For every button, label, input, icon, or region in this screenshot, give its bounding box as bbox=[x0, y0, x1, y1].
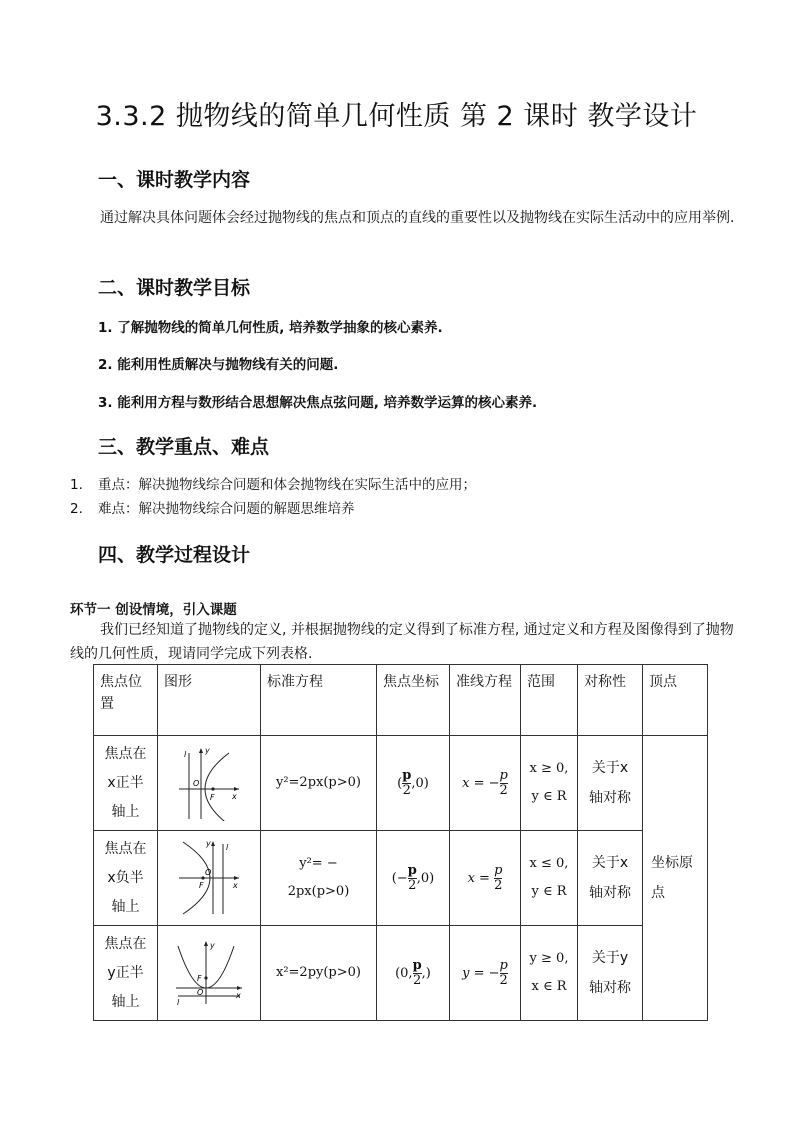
graph-label: l bbox=[184, 750, 187, 759]
graph-label: y bbox=[210, 941, 215, 950]
equation-line: 2px(p>0) bbox=[287, 884, 350, 899]
symmetry-line: 轴对称 bbox=[589, 885, 631, 901]
graph-label: y bbox=[205, 746, 210, 755]
range-line: x ≥ 0, bbox=[529, 761, 569, 776]
keypoint-text: 重点：解决抛物线综合问题和体会抛物线在实际生活中的应用； bbox=[98, 477, 476, 493]
case-line: 焦点在 bbox=[104, 840, 147, 857]
section-heading-goals: 二、课时教学目标 bbox=[98, 277, 251, 299]
graph-cell bbox=[158, 736, 261, 831]
math-text: ,0) bbox=[411, 775, 429, 791]
fraction-den: 2 bbox=[412, 972, 422, 988]
document-title: 3.3.2 抛物线的简单几何性质 第 2 课时 教学设计 bbox=[95, 101, 698, 132]
focus-coord-cell bbox=[377, 926, 450, 1021]
fraction bbox=[402, 769, 411, 798]
focus-position-cell bbox=[94, 926, 158, 1021]
content-paragraph: 通过解决具体问题体会经过抛物线的焦点和顶点的直线的重要性以及抛物线在实际生活动中的应用举例. bbox=[100, 210, 735, 226]
table-row bbox=[94, 926, 708, 1021]
range-line: y ∈ R bbox=[531, 884, 567, 899]
fraction bbox=[408, 864, 417, 893]
step-paragraph: 我们已经知道了抛物线的定义, 并根据抛物线的定义得到了标准方程, 通过定义和方程及图像得到了抛物线的几何性质，现请同学完成下列表格. bbox=[70, 622, 734, 662]
section-heading-keypoints: 三、教学重点、难点 bbox=[98, 436, 270, 458]
equation-cell bbox=[261, 736, 377, 831]
math-text: y = − bbox=[462, 965, 500, 981]
parabola-graph-left bbox=[177, 840, 241, 916]
graph-label: l bbox=[226, 843, 229, 852]
fraction-den: 2 bbox=[494, 877, 503, 893]
fraction bbox=[494, 864, 502, 893]
section-heading-content: 一、课时教学内容 bbox=[98, 169, 251, 191]
fraction-num: p bbox=[407, 862, 417, 878]
focus-coord-cell bbox=[377, 831, 450, 926]
symmetry-line: 轴对称 bbox=[589, 790, 631, 806]
step-label: 环节一 创设情境，引入课题 bbox=[70, 602, 237, 618]
fraction bbox=[500, 959, 508, 988]
symmetry-line: 关于y bbox=[591, 950, 629, 966]
table-header-row bbox=[94, 665, 708, 736]
table-row bbox=[94, 736, 708, 831]
math-text: x = − bbox=[462, 775, 500, 791]
header-cell: 对称性 bbox=[578, 665, 643, 736]
case-line: 焦点在 bbox=[104, 745, 147, 762]
fraction-num: p bbox=[499, 767, 508, 783]
range-line: y ≥ 0, bbox=[529, 951, 569, 966]
graph-label: O bbox=[197, 988, 204, 997]
equation-cell bbox=[261, 831, 377, 926]
fraction-den: 2 bbox=[402, 782, 411, 798]
math-text: x = bbox=[467, 870, 495, 886]
table-row bbox=[94, 831, 708, 926]
fraction-den: 2 bbox=[499, 782, 508, 798]
graph-label: F bbox=[197, 974, 202, 983]
section-heading-process: 四、教学过程设计 bbox=[98, 544, 251, 566]
graph-label: x bbox=[233, 881, 238, 890]
parabola-graph-up bbox=[174, 940, 244, 1006]
fraction-den: 2 bbox=[499, 972, 508, 988]
fraction bbox=[413, 959, 422, 988]
focus-position-cell bbox=[94, 736, 158, 831]
graph-label: l bbox=[177, 998, 180, 1006]
header-cell: 焦点位置 bbox=[94, 665, 158, 736]
keypoint-number: 2. bbox=[70, 501, 83, 517]
keypoint-number: 1. bbox=[70, 477, 83, 493]
symmetry-cell bbox=[578, 831, 643, 926]
symmetry-cell bbox=[578, 736, 643, 831]
graph-label: F bbox=[210, 793, 215, 802]
keypoint-item bbox=[70, 473, 476, 493]
case-line: 轴上 bbox=[111, 803, 140, 820]
keypoint-text: 难点：解决抛物线综合问题的解题思维培养 bbox=[98, 501, 355, 517]
focus-position-cell bbox=[94, 831, 158, 926]
header-cell: 准线方程 bbox=[450, 665, 521, 736]
fraction-den: 2 bbox=[408, 877, 417, 893]
math-text: ,0) bbox=[416, 870, 435, 886]
equation-text: x²=2py(p>0) bbox=[275, 965, 361, 980]
equation-text: y²=2px(p>0) bbox=[275, 775, 361, 790]
case-line: x负半 bbox=[107, 869, 144, 886]
graph-cell bbox=[158, 926, 261, 1021]
parabola-properties-table bbox=[93, 664, 708, 1021]
header-cell: 范围 bbox=[521, 665, 578, 736]
parabola-graph-right bbox=[177, 745, 241, 821]
fraction-num: p bbox=[494, 862, 503, 878]
graph-label: x bbox=[232, 792, 237, 801]
graph-label: y bbox=[206, 840, 211, 848]
symmetry-line: 关于x bbox=[591, 855, 629, 871]
equation-line: y²= − bbox=[299, 856, 338, 871]
range-cell bbox=[521, 736, 578, 831]
case-line: 轴上 bbox=[111, 898, 140, 915]
fraction-num: p bbox=[402, 767, 412, 783]
header-cell: 焦点坐标 bbox=[377, 665, 450, 736]
math-text: ,) bbox=[421, 965, 431, 981]
symmetry-line: 关于x bbox=[591, 760, 629, 776]
math-text: ( bbox=[397, 775, 403, 791]
range-cell bbox=[521, 926, 578, 1021]
focus-coord-cell bbox=[377, 736, 450, 831]
case-line: 轴上 bbox=[111, 993, 140, 1010]
range-line: y ∈ R bbox=[531, 789, 567, 804]
range-line: x ≤ 0, bbox=[529, 856, 569, 871]
goal-item: 3. 能利用方程与数形结合思想解决焦点弦问题, 培养数学运算的核心素养. bbox=[98, 395, 538, 411]
symmetry-line: 轴对称 bbox=[589, 980, 631, 996]
directrix-cell bbox=[450, 926, 521, 1021]
fraction-num: p bbox=[499, 957, 508, 973]
range-cell bbox=[521, 831, 578, 926]
equation-cell bbox=[261, 926, 377, 1021]
goal-item: 2. 能利用性质解决与抛物线有关的问题. bbox=[98, 357, 339, 373]
goal-item: 1. 了解抛物线的简单几何性质, 培养数学抽象的核心素养. bbox=[98, 320, 443, 336]
case-line: x正半 bbox=[107, 774, 144, 791]
graph-label: x bbox=[236, 991, 241, 1000]
math-text: (− bbox=[391, 870, 408, 886]
header-cell: 标准方程 bbox=[261, 665, 377, 736]
directrix-cell bbox=[450, 831, 521, 926]
case-line: y正半 bbox=[107, 964, 144, 981]
graph-label: O bbox=[205, 868, 212, 877]
directrix-cell bbox=[450, 736, 521, 831]
symmetry-cell bbox=[578, 926, 643, 1021]
fraction-num: p bbox=[412, 957, 422, 973]
vertex-cell bbox=[643, 736, 708, 1021]
header-cell: 顶点 bbox=[643, 665, 708, 736]
vertex-text: 坐标原点 bbox=[651, 855, 693, 901]
graph-label: F bbox=[199, 881, 204, 890]
case-line: 焦点在 bbox=[104, 935, 147, 952]
range-line: x ∈ R bbox=[531, 979, 567, 994]
header-cell: 图形 bbox=[158, 665, 261, 736]
graph-cell bbox=[158, 831, 261, 926]
math-text: (0, bbox=[395, 965, 413, 981]
keypoint-item bbox=[70, 497, 355, 517]
graph-label: O bbox=[193, 779, 200, 788]
fraction bbox=[500, 769, 508, 798]
